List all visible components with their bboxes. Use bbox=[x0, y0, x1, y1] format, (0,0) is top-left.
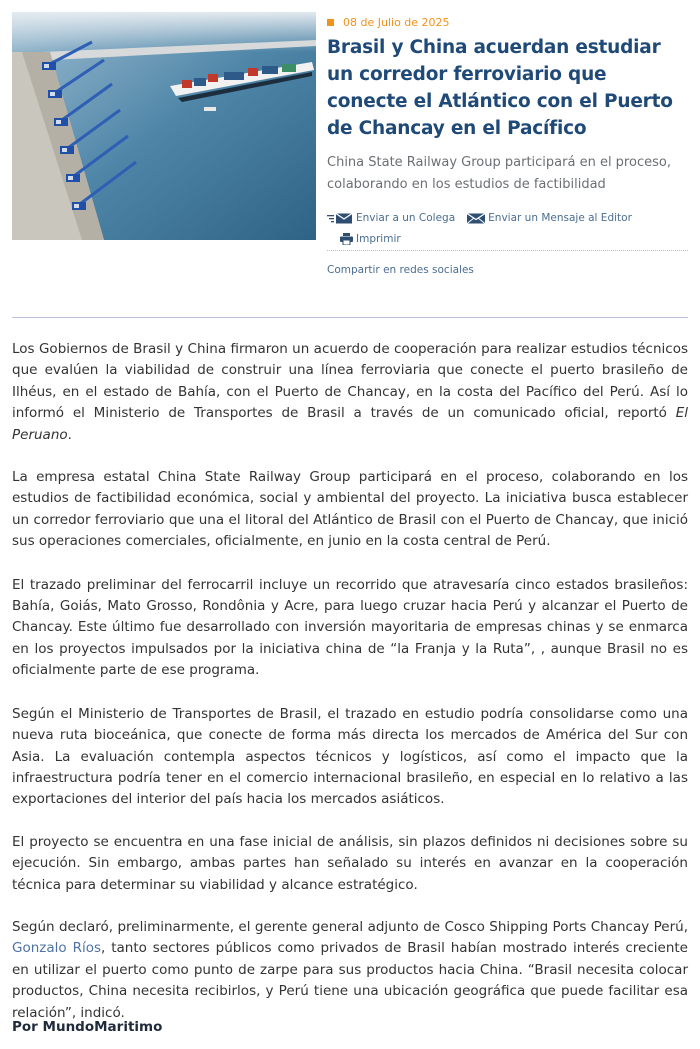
article-actions bbox=[327, 208, 689, 249]
send-to-editor-link[interactable] bbox=[467, 212, 632, 224]
source-publication: El Peruano bbox=[12, 405, 688, 443]
send-colleague-label: Enviar a un Colega bbox=[356, 212, 456, 224]
article-paragraph-1 bbox=[12, 339, 688, 446]
paragraph-1-text: Los Gobiernos de Brasil y China firmaron un acuerdo de cooperación para realizar estudios técnicos que evalúen la viabilidad de construir una línea ferroviaria que conecte el puerto brasileño de Ilhéus, en el estado de Bahía, con el Puerto de Chancay, en la costa del Pacífico del Perú. Así lo informó el Ministerio de Transportes de Brasil a través de un comunicado oficial, reportó bbox=[12, 341, 688, 422]
article-header bbox=[327, 14, 689, 196]
actions-divider bbox=[327, 250, 688, 251]
article-title: Brasil y China acuerdan estudiar un corredor ferroviario que conecte el Atlántico con el Puerto de Chancay en el Pacífico bbox=[327, 37, 673, 139]
publication-date: 08 de Julio de 2025 bbox=[343, 15, 450, 29]
envelope-icon bbox=[467, 213, 485, 224]
paragraph-6-end: , tanto sectores públicos como privados de Brasil habían mostrado interés creciente en utilizar el puerto como punto de zarpe para sus productos hacia China. “Brasil necesita colocar productos, China necesita recibirlos, y Perú tiene una ubicación geográfica que puede facilitar esa relación”, indicó. bbox=[12, 940, 688, 1021]
article-paragraph-4: Según el Ministerio de Transportes de Brasil, el trazado en estudio podría consolidarse como una nueva ruta bioceánica, que conecte de forma más directa los mercados de América del Sur con Asia. La evaluación contempla aspectos técnicos y logísticos, así como el impacto que la infraestructura podría tener en el comercio internacional brasileño, en especial en lo relativo a las exportaciones del interior del país hacia los mercados asiáticos. bbox=[12, 705, 688, 808]
share-social-link[interactable]: Compartir en redes sociales bbox=[327, 264, 474, 276]
send-colleague-icon bbox=[327, 213, 353, 224]
article-byline: Por MundoMaritimo bbox=[12, 1019, 163, 1035]
section-divider bbox=[12, 317, 688, 318]
article-body bbox=[12, 339, 688, 1045]
article-paragraph-2: La empresa estatal China State Railway Group participará en el proceso, colaborando en los estudios de factibilidad económica, social y ambiental del proyecto. La iniciativa busca establecer un corredor ferroviario que una el litoral del Atlántico de Brasil con el Puerto de Chancay, que inició sus operaciones comerciales, oficialmente, en junio en la costa central de Perú. bbox=[12, 469, 688, 550]
article-subtitle: China State Railway Group participará en el proceso, colaborando en los estudios de factibilidad bbox=[327, 155, 671, 192]
print-link[interactable] bbox=[340, 233, 401, 245]
paragraph-1-end: . bbox=[67, 426, 72, 443]
send-to-colleague-link[interactable] bbox=[327, 212, 455, 224]
send-editor-label: Enviar un Mensaje al Editor bbox=[488, 212, 632, 224]
printer-icon bbox=[340, 233, 353, 245]
action-row-secondary bbox=[327, 229, 689, 249]
article-paragraph-5: El proyecto se encuentra en una fase inicial de análisis, sin plazos definidos ni decisiones sobre su ejecución. Sin embargo, ambas partes han señalado su interés en avanzar en la cooperación técnica para determinar su viabilidad y alcance estratégico. bbox=[12, 833, 688, 893]
article-paragraph-3: El trazado preliminar del ferrocarril incluye un recorrido que atravesaría cinco estados brasileños: Bahía, Goiás, Mato Grosso, Rondônia y Acre, para luego cruzar hacia Perú y alcanzar el Puerto de Chancay. Este último fue desarrollado con inversión mayoritaria de empresas chinas y se enmarca en los proyectos impulsados por la iniciativa china de “la Franja y la Ruta”, , aunque Brasil no es oficialmente parte de ese programa. bbox=[12, 576, 688, 679]
article-hero-image bbox=[12, 12, 316, 240]
date-marker-icon bbox=[327, 19, 334, 26]
date-row bbox=[327, 14, 689, 30]
print-label: Imprimir bbox=[356, 233, 401, 245]
port-aerial-photo-icon bbox=[12, 12, 316, 240]
action-row-primary bbox=[327, 208, 689, 228]
paragraph-6-start: Según declaró, preliminarmente, el gerente general adjunto de Cosco Shipping Ports Chancay Perú, bbox=[12, 918, 688, 935]
article-paragraph-6 bbox=[12, 917, 688, 1024]
person-link[interactable]: Gonzalo Ríos bbox=[12, 940, 101, 957]
